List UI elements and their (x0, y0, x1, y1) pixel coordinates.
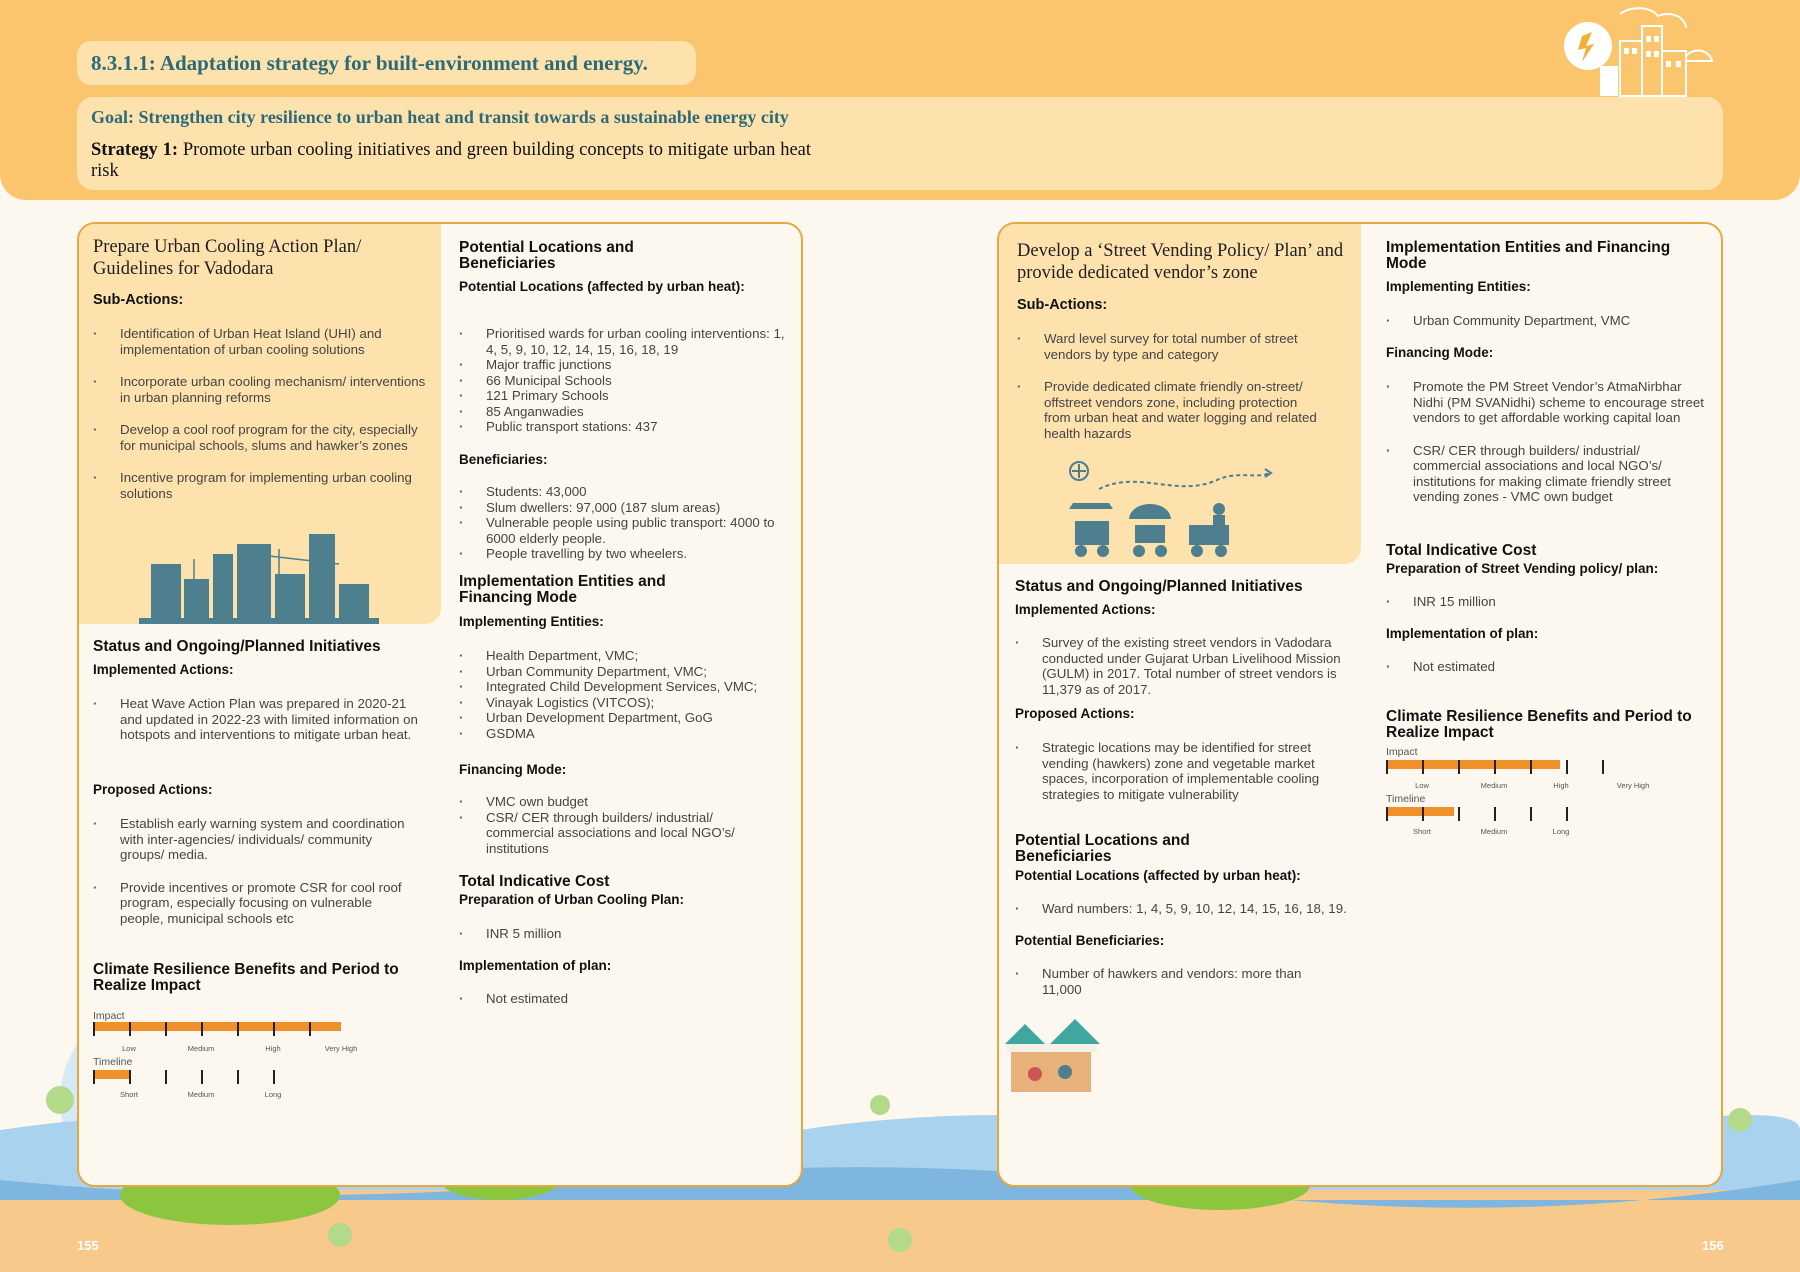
tick (1566, 760, 1568, 774)
right-entities-label: Implementation Entities and Financing Mode (1386, 239, 1671, 272)
left-locations-label: Potential Locations and Beneficiaries (459, 239, 634, 272)
list-item: · Integrated Child Development Services, VMC; (459, 679, 799, 695)
tick (165, 1070, 167, 1084)
timeline-level-label: Medium (1480, 827, 1508, 836)
street-vendor-icon (1069, 459, 1279, 559)
left-entities-label: Implementation Entities and Financing Mode (459, 573, 666, 606)
impact-level-label: Low (122, 1044, 136, 1053)
tick (1566, 807, 1568, 821)
right-beneficiaries-label: Potential Beneficiaries: (1015, 933, 1165, 948)
list-item: · Ward numbers: 1, 4, 5, 9, 10, 12, 14, 15, 16, 18, 19. (1015, 901, 1355, 917)
right-impact-label: Impact (1386, 746, 1418, 758)
left-proposed-label: Proposed Actions: (93, 782, 213, 797)
right-implementing-list (1386, 313, 1706, 329)
left-financing-label: Financing Mode: (459, 762, 567, 777)
right-financing-label: Financing Mode: (1386, 345, 1494, 360)
tick (1422, 807, 1424, 821)
tick (1458, 760, 1460, 774)
list-item: · Establish early warning system and coordination with inter-agencies/ individuals/ community groups/ media. (93, 816, 413, 863)
list-item: · Number of hawkers and vendors: more than 11,000 (1015, 966, 1335, 997)
list-item: · GSDMA (459, 726, 799, 742)
left-status-label: Status and Ongoing/Planned Initiatives (93, 638, 381, 655)
list-item: · Vinayak Logistics (VITCOS); (459, 695, 799, 711)
tick (1386, 760, 1388, 774)
right-cost-impl-list (1386, 659, 1686, 675)
timeline-level-label: Long (264, 1090, 282, 1099)
list-item: · Heat Wave Action Plan was prepared in 2020-21 and updated in 2022-23 with limited information on hotspots and interventions to mitigate urban heat. (93, 696, 423, 743)
list-item: · Strategic locations may be identified for street vending (hawkers) zone and vegetable market spaces, incorporation of implementable cooling strategies to mitigate vulnerability (1015, 740, 1335, 802)
right-cost-label: Total Indicative Cost (1386, 542, 1537, 559)
tick (273, 1022, 275, 1036)
right-proposed-label: Proposed Actions: (1015, 706, 1135, 721)
section-title: 8.3.1.1: Adaptation strategy for built-environment and energy. (77, 41, 696, 85)
tick (93, 1070, 95, 1084)
list-item: · Urban Development Department, GoG (459, 710, 799, 726)
list-item: · Develop a cool roof program for the city, especially for municipal schools, slums and hawker’s zones (93, 422, 428, 453)
impact-level-label: Medium (187, 1044, 215, 1053)
list-item: · People travelling by two wheelers. (459, 546, 789, 562)
left-beneficiaries-label: Beneficiaries: (459, 452, 548, 467)
list-item: · Prioritised wards for urban cooling interventions: 1, 4, 5, 9, 10, 12, 14, 15, 16, 18, 19 (459, 326, 789, 357)
left-cost-prep-list (459, 926, 759, 942)
tick (273, 1070, 275, 1084)
strategy-text (91, 140, 811, 182)
left-implementing-label: Implementing Entities: (459, 614, 604, 629)
list-item: · 121 Primary Schools (459, 388, 789, 404)
list-item: · Slum dwellers: 97,000 (187 slum areas) (459, 500, 789, 516)
list-item: · Not estimated (459, 991, 759, 1007)
impact-level-label: Very High (324, 1044, 358, 1053)
left-panel (77, 222, 803, 1187)
left-implemented-label: Implemented Actions: (93, 662, 234, 677)
right-action-title: Develop a ‘Street Vending Policy/ Plan’ and provide dedicated vendor’s zone (1017, 241, 1344, 283)
city-energy-icon (1560, 6, 1720, 101)
right-timeline-bar (1386, 807, 1454, 816)
strategy-label: Strategy 1: (91, 140, 178, 160)
list-item: · 66 Municipal Schools (459, 373, 789, 389)
page-number-right: 156 (1702, 1238, 1724, 1253)
tick (237, 1070, 239, 1084)
right-panel (997, 222, 1723, 1187)
list-item: · Health Department, VMC; (459, 648, 799, 664)
impact-level-label: Medium (1480, 781, 1508, 790)
list-item: · Promote the PM Street Vendor’s AtmaNirbhar Nidhi (PM SVANidhi) scheme to encourage street vendors to get affordable working capital loan (1386, 379, 1706, 426)
list-item: · Public transport stations: 437 (459, 419, 789, 435)
right-sub-actions-label: Sub-Actions: (1017, 297, 1108, 313)
list-item: · 85 Anganwadies (459, 404, 789, 420)
tick (93, 1022, 95, 1036)
left-sub-actions-label: Sub-Actions: (93, 292, 184, 308)
list-item: · Ward level survey for total number of street vendors by type and category (1017, 331, 1327, 362)
right-proposed-list (1015, 740, 1335, 802)
list-item: · Provide dedicated climate friendly on-street/ offstreet vendors zone, including protection from urban heat and water logging and related health hazards (1017, 379, 1327, 441)
list-item: · Incentive program for implementing urban cooling solutions (93, 470, 428, 501)
left-implemented-list (93, 696, 423, 743)
tick (1494, 807, 1496, 821)
city-skyline-icon (139, 534, 379, 624)
tick (129, 1070, 131, 1084)
left-action-title: Prepare Urban Cooling Action Plan/ Guidelines for Vadodara (93, 237, 362, 279)
tick (129, 1022, 131, 1036)
right-implementing-label: Implementing Entities: (1386, 279, 1531, 294)
list-item: · VMC own budget (459, 794, 759, 810)
right-status-label: Status and Ongoing/Planned Initiatives (1015, 578, 1303, 595)
goal-box (77, 97, 1723, 190)
timeline-level-label: Short (120, 1090, 138, 1099)
timeline-level-label: Long (1552, 827, 1570, 836)
right-cost-impl-label: Implementation of plan: (1386, 626, 1539, 641)
list-item: · Incorporate urban cooling mechanism/ interventions in urban planning reforms (93, 374, 428, 405)
left-action-box (79, 224, 441, 624)
left-timeline-label: Timeline (93, 1056, 133, 1068)
list-item: · INR 5 million (459, 926, 759, 942)
impact-level-label: Very High (1616, 781, 1650, 790)
left-cost-impl-label: Implementation of plan: (459, 958, 612, 973)
tick (1494, 760, 1496, 774)
timeline-level-label: Medium (187, 1090, 215, 1099)
right-impact-bar (1386, 760, 1560, 769)
list-item: · INR 15 million (1386, 594, 1686, 610)
list-item: · Urban Community Department, VMC (1386, 313, 1706, 329)
tick (309, 1022, 311, 1036)
tick (1422, 760, 1424, 774)
left-impact-label: Impact (93, 1010, 125, 1022)
left-cost-label: Total Indicative Cost (459, 873, 610, 890)
tick (1602, 760, 1604, 774)
goal-text: Goal: Strengthen city resilience to urban heat and transit towards a sustainable energy city (91, 107, 789, 127)
tick (1458, 807, 1460, 821)
right-action-box (999, 224, 1361, 564)
tick (1530, 807, 1532, 821)
right-benefits-label: Climate Resilience Benefits and Period to Realize Impact (1386, 708, 1692, 741)
right-beneficiaries-list (1015, 966, 1335, 997)
list-item: · Major traffic junctions (459, 357, 789, 373)
left-benefits-label: Climate Resilience Benefits and Period to Realize Impact (93, 961, 399, 994)
left-proposed-list (93, 816, 413, 943)
tick (1386, 807, 1388, 821)
right-sub-actions-list (1017, 331, 1327, 458)
left-sub-actions-list (93, 326, 428, 518)
strategy-body: Promote urban cooling initiatives and green building concepts to mitigate urban heat risk (91, 140, 812, 181)
right-locations-sub-label: Potential Locations (affected by urban heat): (1015, 868, 1301, 883)
left-locations-sub-label: Potential Locations (affected by urban heat): (459, 279, 745, 294)
left-locations-list (459, 326, 789, 435)
right-locations-label: Potential Locations and Beneficiaries (1015, 832, 1190, 865)
right-cost-prep-list (1386, 594, 1686, 610)
list-item: · Survey of the existing street vendors in Vadodara conducted under Gujarat Urban Livelihood Mission (GULM) in 2017. Total number of street vendors is 11,379 as of 2017. (1015, 635, 1345, 697)
tick (1530, 760, 1532, 774)
impact-level-label: Low (1415, 781, 1429, 790)
timeline-level-label: Short (1413, 827, 1431, 836)
tick (201, 1022, 203, 1036)
tick (165, 1022, 167, 1036)
list-item: · Urban Community Department, VMC; (459, 664, 799, 680)
list-item: · Vulnerable people using public transport: 4000 to 6000 elderly people. (459, 515, 789, 546)
impact-level-label: High (1553, 781, 1569, 790)
right-implemented-label: Implemented Actions: (1015, 602, 1156, 617)
right-financing-list (1386, 379, 1706, 522)
tick (201, 1070, 203, 1084)
market-stall-icon (1005, 1014, 1125, 1114)
right-implemented-list (1015, 635, 1345, 697)
right-cost-prep-label: Preparation of Street Vending policy/ plan: (1386, 561, 1659, 576)
tick (237, 1022, 239, 1036)
left-beneficiaries-list (459, 484, 789, 562)
impact-level-label: High (265, 1044, 281, 1053)
list-item: · CSR/ CER through builders/ industrial/ commercial associations and local NGO’s/ institutions (459, 810, 759, 857)
list-item: · Students: 43,000 (459, 484, 789, 500)
list-item: · Identification of Urban Heat Island (UHI) and implementation of urban cooling solutions (93, 326, 428, 357)
left-cost-prep-label: Preparation of Urban Cooling Plan: (459, 892, 685, 907)
left-cost-impl-list (459, 991, 759, 1007)
page-number-left: 155 (77, 1238, 99, 1253)
left-implementing-list (459, 648, 799, 741)
list-item: · Provide incentives or promote CSR for cool roof program, especially focusing on vulnerable people, municipal schools etc (93, 880, 413, 927)
right-timeline-label: Timeline (1386, 793, 1426, 805)
right-locations-list (1015, 901, 1355, 917)
list-item: · CSR/ CER through builders/ industrial/ commercial associations and local NGO’s/ institutions for making climate friendly street vending zones - VMC own budget (1386, 443, 1706, 505)
left-timeline-bar (93, 1070, 129, 1079)
list-item: · Not estimated (1386, 659, 1686, 675)
left-financing-list (459, 794, 759, 856)
